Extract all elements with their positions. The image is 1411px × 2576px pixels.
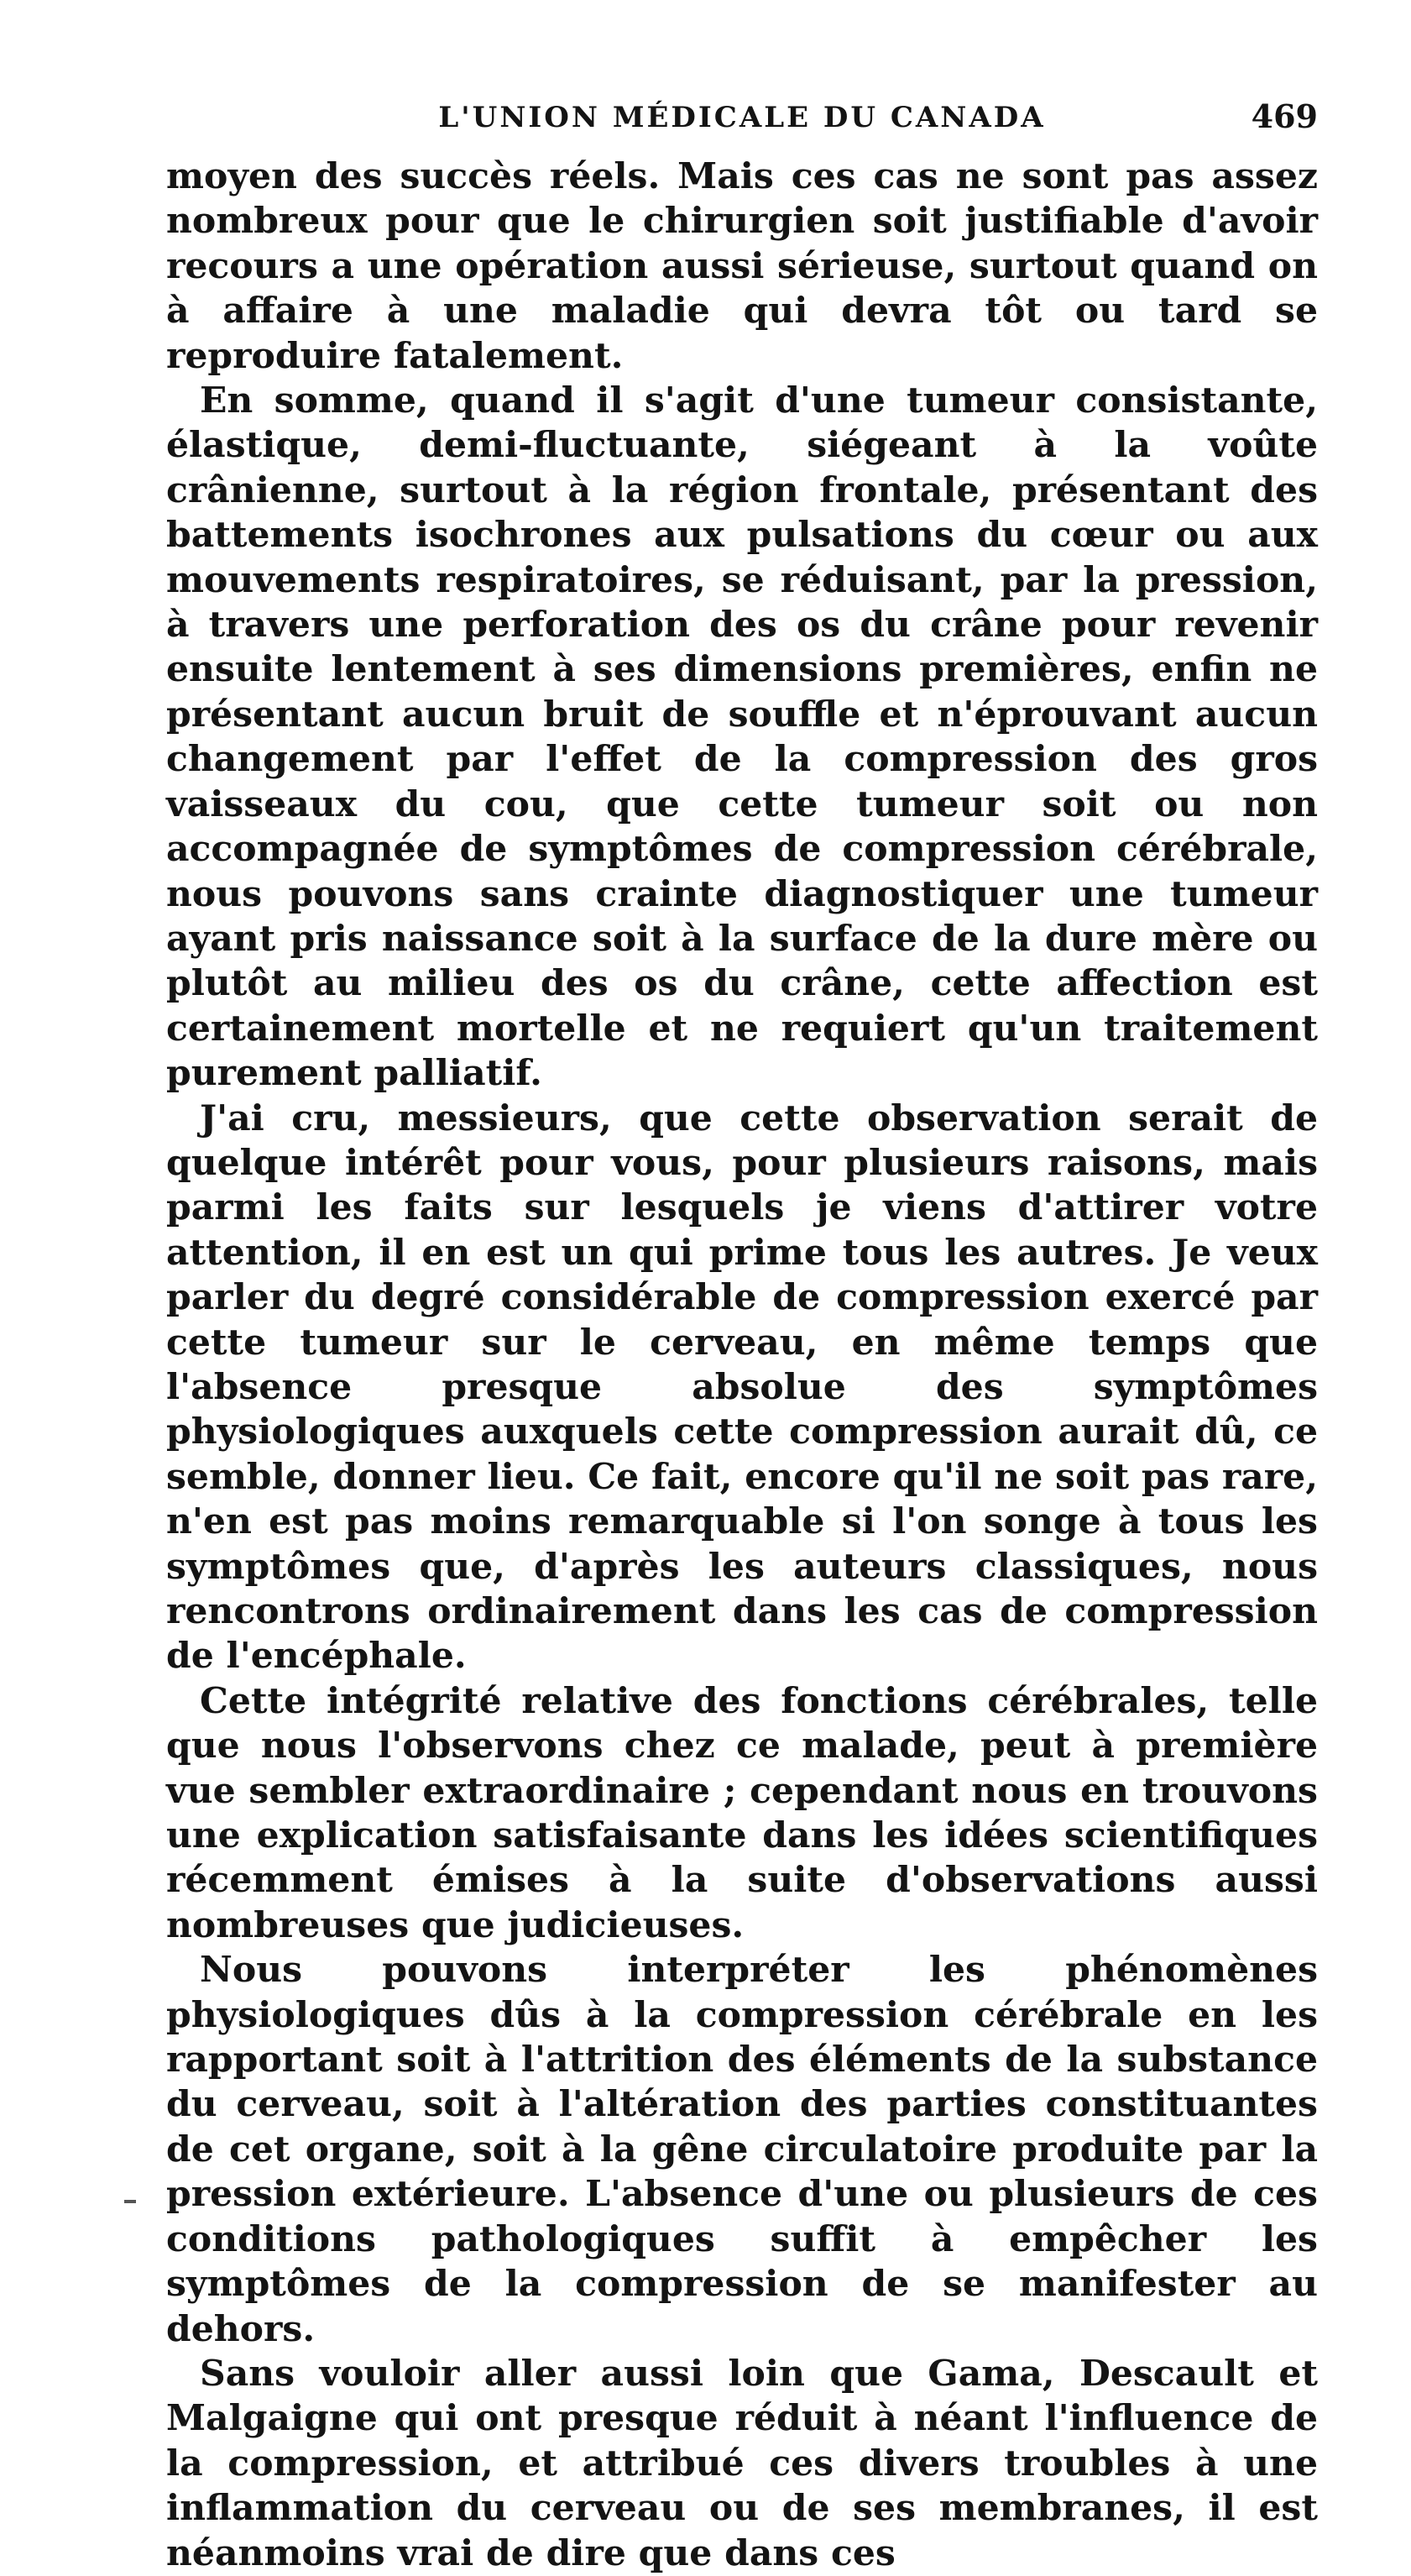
- running-title: L'UNION MÉDICALE DU CANADA: [438, 101, 1046, 134]
- paragraph-4: Cette intégrité relative des fonctions cérébrales, telle que nous l'observons chez ce malade, peut à première vue sembler extraordinaire ; cependant nous en trouvons une explication satisfaisante dans les idées scientifiques récemment émises à la suite d'observations aussi nombreuses que judicieuses.: [166, 1679, 1318, 1946]
- book-page: [166, 94, 1318, 2576]
- paragraph-2: En somme, quand il s'agit d'une tumeur consistante, élastique, demi-fluctuante, siégeant à la voûte crânienne, surtout à la région frontale, présentant des battements isochrones aux pulsations du cœur ou aux mouvements respiratoires, se réduisant, par la pression, à travers une perforation des os du crâne pour revenir ensuite lentement à ses dimensions premières, enfin ne présentant aucun bruit de souffle et n'éprouvant aucun changement par l'effet de la compression des gros vaisseaux du cou, que cette tumeur soit ou non accompagnée de symptômes de compression cérébrale, nous pouvons sans crainte diagnostiquer une tumeur ayant pris naissance soit à la surface de la dure mère ou plutôt au milieu des os du crâne, cette affection est certainement mortelle et ne requiert qu'un traitement purement palliatif.: [166, 380, 1318, 1095]
- running-header: [166, 94, 1318, 154]
- paragraph-3: J'ai cru, messieurs, que cette observation serait de quelque intérêt pour vous, pour plusieurs raisons, mais parmi les faits sur lesquels je viens d'attirer votre attention, il en est un qui prime tous les autres. Je veux parler du degré considérable de compression exercé par cette tumeur sur le cerveau, en même temps que l'absence presque absolue des symptômes physiologiques auxquels cette compression aurait dû, ce semble, donner lieu. Ce fait, encore qu'il ne soit pas rare, n'en est pas moins remarquable si l'on songe à tous les symptômes que, d'après les auteurs classiques, nous rencontrons ordinairement dans les cas de compression de l'encéphale.: [166, 1097, 1319, 1678]
- body-text: [166, 154, 1318, 2576]
- print-mark: [124, 2200, 136, 2203]
- paragraph-5: Nous pouvons interpréter les phénomènes physiologiques dûs à la compression cérébrale en les rapportant soit à l'attrition des éléments de la substance du cerveau, soit à l'altération des parties constituantes de cet organe, soit à la gêne circulatoire produite par la pression extérieure. L'absence d'une ou plusieurs de ces conditions pathologiques suffit à empêcher les symptômes de la compression de se manifester au dehors.: [166, 1949, 1318, 2350]
- paragraph-6: Sans vouloir aller aussi loin que Gama, Descault et Malgaigne qui ont presque réduit à néant l'influence de la compression, et attribué ces divers troubles à une inflammation du cerveau ou de ses membranes, il est néanmoins vrai de dire que dans ces: [166, 2352, 1318, 2574]
- page-number: 469: [1251, 97, 1318, 135]
- paragraph-1: moyen des succès réels. Mais ces cas ne sont pas assez nombreux pour que le chirurgien soit justifiable d'avoir recours a une opération aussi sérieuse, surtout quand on à affaire à une maladie qui devra tôt ou tard se reproduire fatalement.: [166, 155, 1318, 377]
